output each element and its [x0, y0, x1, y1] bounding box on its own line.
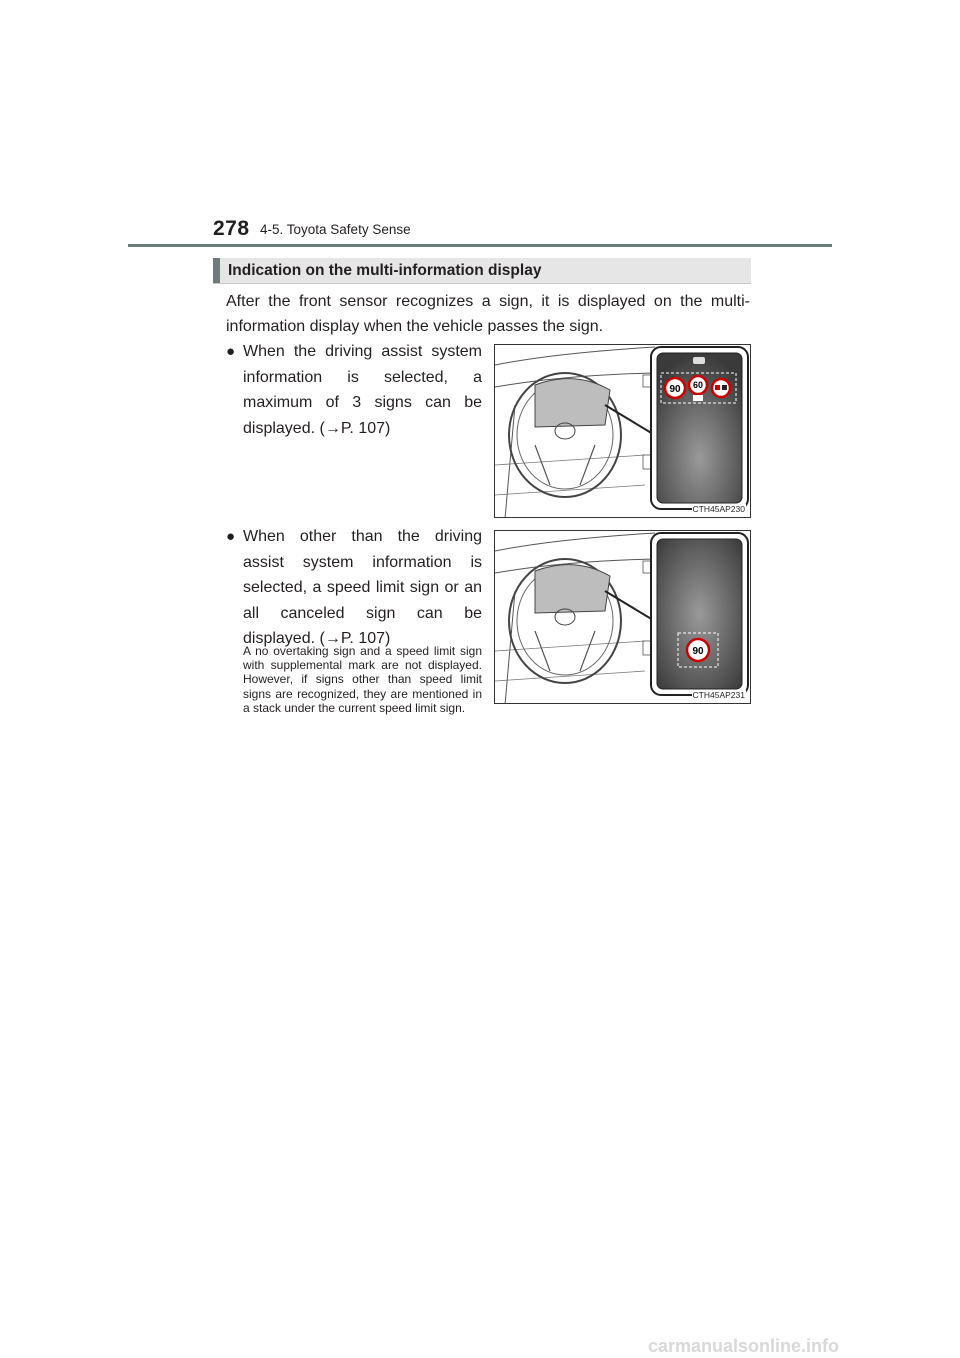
figure-code: CTH45AP230 — [692, 504, 745, 514]
note-text: A no overtaking sign and a speed limit sign with supplemental mark are not displayed. However, if signs other than speed limit signs are recognized, they are mentioned in a stack under the current speed limit sign. — [243, 644, 482, 715]
supplemental-mark-icon — [693, 395, 703, 401]
bullet-item — [226, 524, 482, 652]
figure-code: CTH45AP231 — [692, 690, 745, 700]
bullet-marker: ● — [226, 528, 236, 545]
figure-illustration — [494, 530, 751, 704]
figure-illustration — [494, 344, 751, 518]
section-title: 4-5. Toyota Safety Sense — [260, 222, 411, 237]
speed-sign-label: 90 — [669, 384, 681, 395]
bullet-marker: ● — [226, 343, 236, 360]
dashboard-illustration — [495, 345, 751, 518]
bullet-item — [226, 339, 482, 441]
subheading-bar — [213, 258, 220, 283]
bullet-text: When other than the driving assist system information is selected, a speed limit sign or an all canceled sign can be displayed. (→P. 107) — [243, 528, 482, 647]
watermark: carmanualsonline.info — [648, 1336, 840, 1356]
intro-paragraph: After the front sensor recognizes a sign, it is displayed on the multi-information display when the vehicle passes the sign. — [226, 293, 750, 335]
no-overtaking-sign — [712, 379, 730, 397]
dashboard-illustration — [495, 531, 751, 704]
header-rule — [128, 244, 832, 247]
page-number: 278 — [213, 217, 250, 240]
speed-sign-label: 60 — [692, 380, 704, 390]
subheading — [213, 258, 751, 284]
subheading-label: Indication on the multi-information display — [228, 262, 542, 279]
speed-sign-label: 90 — [692, 646, 704, 657]
bullet-text: When the driving assist system information is selected, a maximum of 3 signs can be displayed. (→P. 107) — [243, 343, 482, 437]
